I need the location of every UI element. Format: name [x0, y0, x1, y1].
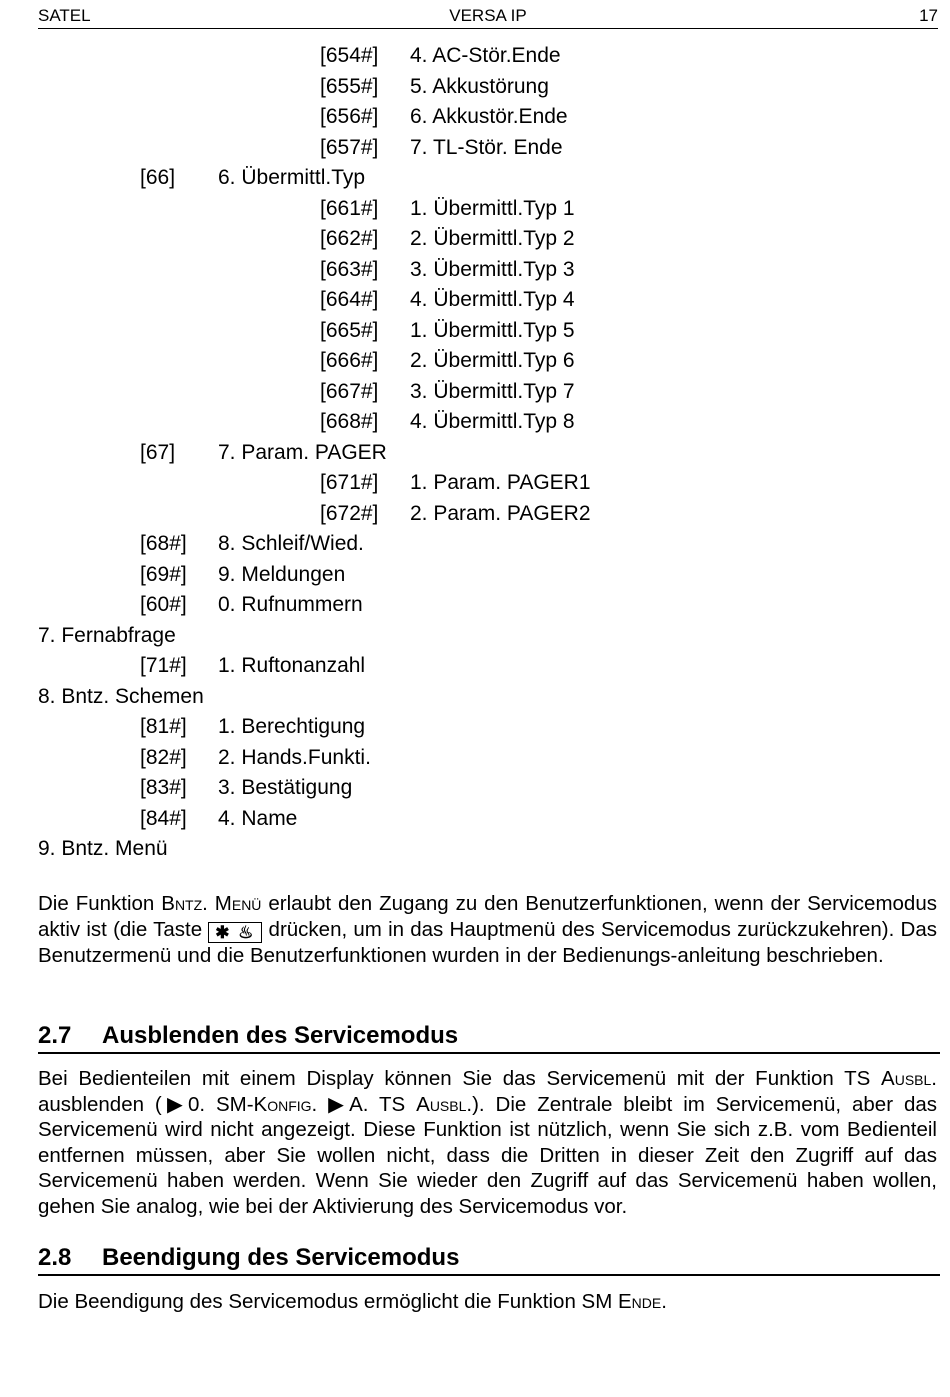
menu-row	[0, 773, 950, 804]
menu-code: [661#]	[320, 196, 379, 220]
menu-code: [671#]	[320, 471, 379, 494]
menu-label: 2. Übermittl.Typ 2	[410, 227, 575, 250]
function-name: Ausbl.	[881, 1067, 937, 1090]
menu-code: [66]	[140, 166, 176, 189]
menu-label: 1. Param. PAGER1	[410, 471, 591, 494]
menu-row	[0, 529, 950, 560]
paragraph-bntz-menu	[38, 891, 937, 968]
menu-label: 7. Param. PAGER	[218, 440, 387, 464]
section-title: Beendigung des Servicemodus	[102, 1244, 460, 1271]
menu-row	[0, 194, 950, 225]
para-text: Die Funktion	[38, 892, 162, 915]
paragraph-ausblenden	[38, 1066, 937, 1219]
menu-label: 2. Übermittl.Typ 6	[410, 349, 575, 372]
menu-label: 5. Akkustörung	[410, 74, 549, 98]
section-number: 2.7	[38, 1022, 72, 1049]
function-name: Konfig.	[253, 1092, 318, 1116]
menu-row	[0, 468, 950, 499]
para-text: ▶A. TS	[317, 1092, 417, 1116]
menu-code: [668#]	[320, 410, 379, 433]
menu-code: [665#]	[320, 318, 379, 342]
menu-code: [67]	[140, 440, 176, 464]
menu-code: [672#]	[320, 501, 379, 525]
menu-row	[0, 72, 950, 103]
menu-row	[0, 163, 950, 194]
menu-row	[0, 712, 950, 743]
menu-label: 1. Ruftonanzahl	[218, 654, 366, 677]
menu-label: 7. Fernabfrage	[38, 623, 176, 647]
menu-label: 1. Übermittl.Typ 1	[410, 196, 575, 220]
para-text: ). Die Zentrale bleibt im Servicemenü, aber das Servicemenü wird nicht angezeigt. Diese Funktion ist nützlich, wenn Sie sich z.B. vom Bedienteil entfernen müssen, aber Sie wollen nicht, dass die Dritten in dieser Zeit den Zugriff auf das Servicemenü haben werden. Wenn Sie wieder den Zugriff auf das Servicemenü haben wollen, gehen Sie analog, wie bei der Aktivierung des Servicemodus vor.	[38, 1092, 937, 1218]
menu-row	[0, 682, 950, 713]
section-heading-2-8	[38, 1244, 940, 1276]
menu-row	[0, 407, 950, 438]
menu-row	[0, 255, 950, 286]
menu-row	[0, 743, 950, 774]
menu-label: 6. Übermittl.Typ	[218, 166, 366, 189]
menu-code: [81#]	[140, 715, 187, 738]
menu-code: [662#]	[320, 227, 379, 250]
para-text: erlaubt den Zugang zu den Benutzerfunktionen, wenn der Servicemodus aktiv ist (die Taste	[38, 892, 937, 941]
function-name: Bntz. Menü	[161, 892, 262, 915]
function-name: Ausbl.	[416, 1092, 473, 1116]
function-name: Ende	[618, 1290, 662, 1313]
menu-code: [664#]	[320, 288, 379, 311]
page-number: 17	[919, 6, 938, 25]
menu-code: [68#]	[140, 532, 187, 555]
para-text: .	[661, 1290, 667, 1313]
menu-row	[0, 316, 950, 347]
menu-code: [84#]	[140, 806, 187, 830]
paragraph-beendigung	[38, 1289, 937, 1315]
menu-code: [82#]	[140, 745, 187, 769]
menu-code: [60#]	[140, 593, 187, 616]
menu-code: [69#]	[140, 562, 187, 586]
menu-tree	[0, 41, 950, 865]
menu-row	[0, 438, 950, 469]
menu-label: 1. Übermittl.Typ 5	[410, 318, 575, 342]
menu-label: 4. Name	[218, 806, 298, 830]
menu-row	[0, 560, 950, 591]
menu-code: [83#]	[140, 776, 187, 799]
menu-code: [666#]	[320, 349, 379, 372]
para-text: drücken, um in das Hauptmenü des Servicemodus zurückzukehren). Das Benutzermenü und die Benutzerfunktionen wurden in der Bedienungs-anleitung beschrieben.	[38, 917, 937, 967]
star-key-icon: ✱ ♨	[208, 922, 262, 943]
menu-label: 8. Schleif/Wied.	[218, 532, 364, 555]
menu-row	[0, 346, 950, 377]
menu-code: [655#]	[320, 74, 379, 98]
menu-row	[0, 834, 950, 865]
menu-row	[0, 377, 950, 408]
menu-label: 4. AC-Stör.Ende	[410, 44, 561, 67]
menu-row	[0, 133, 950, 164]
menu-code: [656#]	[320, 105, 379, 128]
menu-code: [663#]	[320, 257, 379, 281]
menu-code: [654#]	[320, 44, 379, 67]
section-title: Ausblenden des Servicemodus	[102, 1022, 459, 1049]
menu-label: 0. Rufnummern	[218, 593, 363, 616]
section-heading-2-7	[38, 1022, 940, 1054]
menu-label: 8. Bntz. Schemen	[38, 684, 204, 708]
menu-row	[0, 285, 950, 316]
menu-label: 1. Berechtigung	[218, 715, 366, 738]
para-text: ausblenden (▶0. SM-	[38, 1092, 254, 1116]
menu-code: [667#]	[320, 379, 379, 403]
menu-label: 3. Übermittl.Typ 7	[410, 379, 575, 403]
menu-code: [657#]	[320, 135, 379, 159]
menu-label: 9. Bntz. Menü	[38, 837, 168, 860]
menu-label: 6. Akkustör.Ende	[410, 105, 568, 128]
menu-row	[0, 590, 950, 621]
menu-label: 2. Param. PAGER2	[410, 501, 591, 525]
menu-row	[0, 804, 950, 835]
menu-row	[0, 499, 950, 530]
menu-code: [71#]	[140, 654, 187, 677]
menu-label: 4. Übermittl.Typ 4	[410, 288, 575, 311]
menu-row	[0, 621, 950, 652]
menu-label: 9. Meldungen	[218, 562, 346, 586]
menu-row	[0, 651, 950, 682]
para-text: Bei Bedienteilen mit einem Display können Sie das Servicemenü mit der Funktion TS	[38, 1067, 882, 1090]
para-text: Die Beendigung des Servicemodus ermöglicht die Funktion SM	[38, 1290, 618, 1313]
page-header	[38, 4, 938, 29]
menu-label: 4. Übermittl.Typ 8	[410, 410, 575, 433]
menu-label: 3. Übermittl.Typ 3	[410, 257, 575, 281]
header-product: VERSA IP	[449, 6, 527, 25]
menu-row	[0, 224, 950, 255]
menu-label: 7. TL-Stör. Ende	[410, 135, 563, 159]
section-number: 2.8	[38, 1244, 72, 1271]
header-brand: SATEL	[38, 6, 91, 25]
menu-label: 2. Hands.Funkti.	[218, 745, 371, 769]
menu-label: 3. Bestätigung	[218, 776, 353, 799]
menu-row	[0, 41, 950, 72]
menu-row	[0, 102, 950, 133]
